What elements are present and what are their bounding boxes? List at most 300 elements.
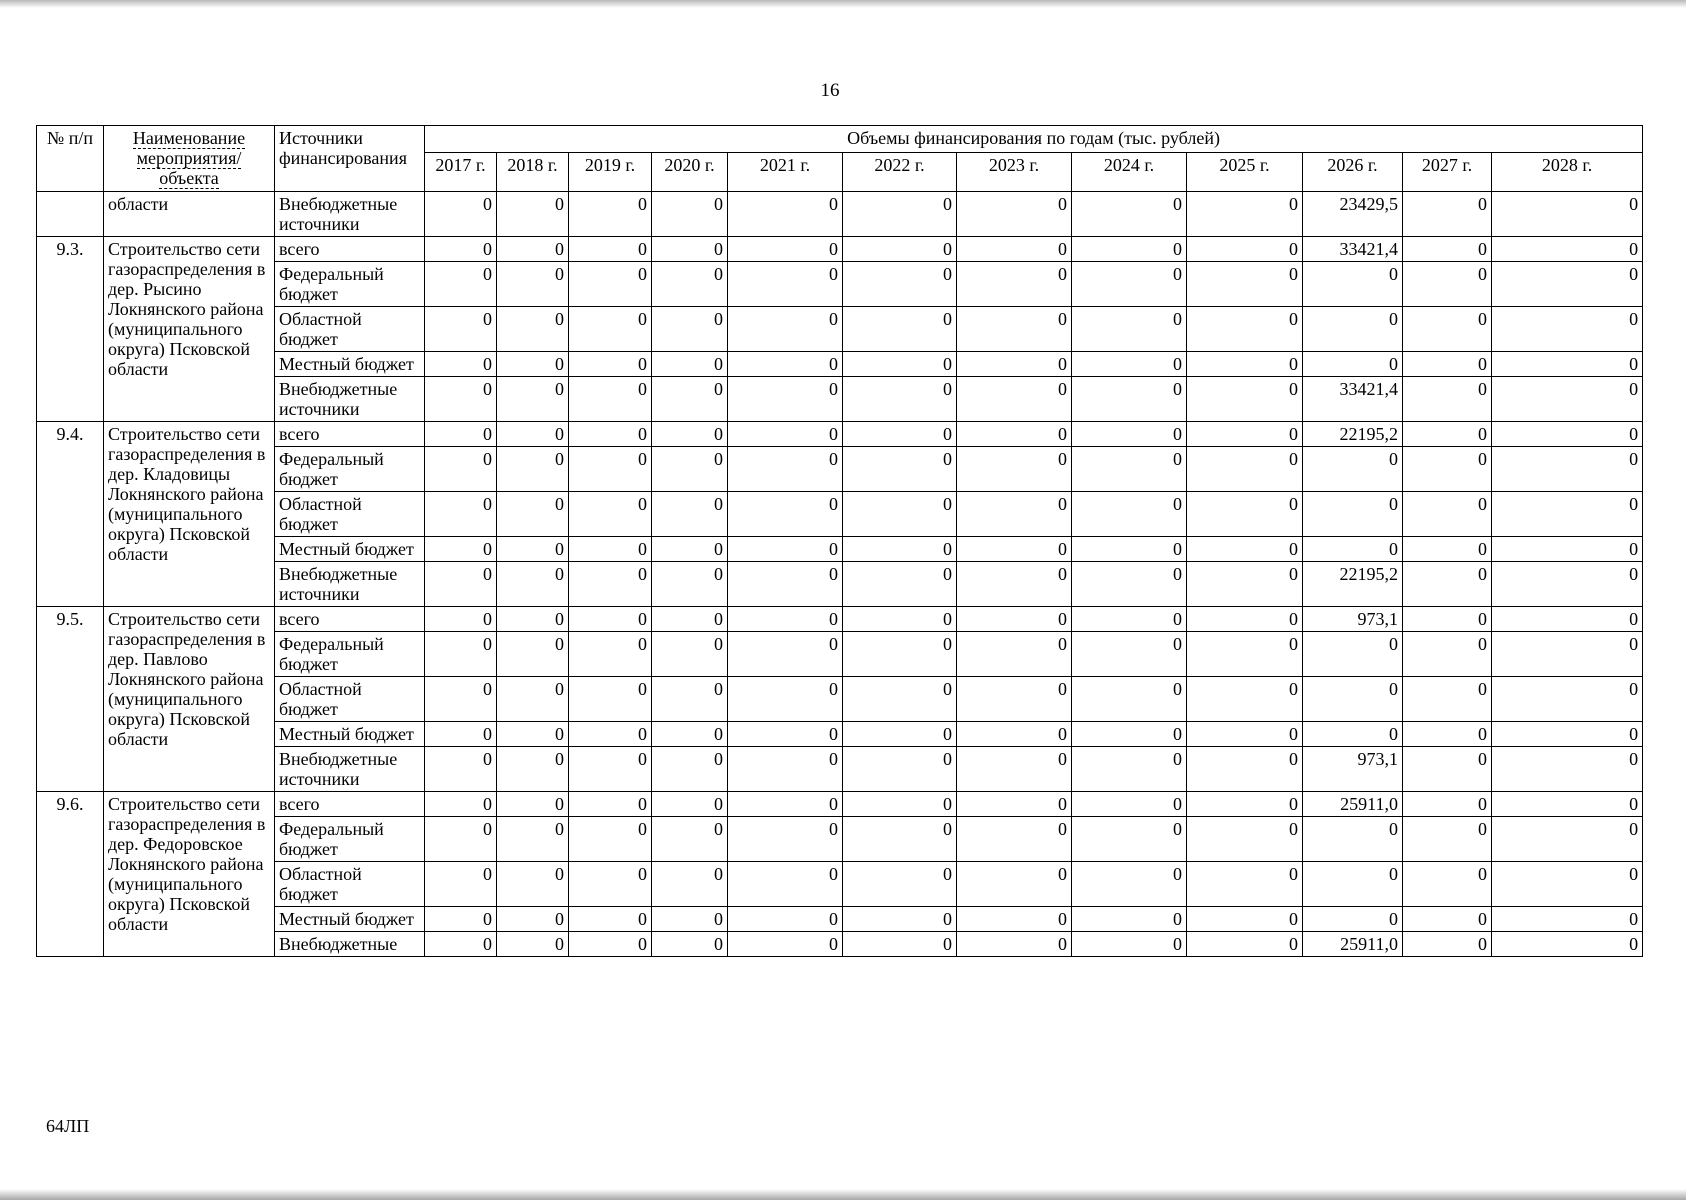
value-cell: 0 (1072, 932, 1187, 957)
value-cell: 0 (652, 932, 728, 957)
table-row (37, 192, 1643, 237)
value-cell: 0 (1072, 537, 1187, 562)
value-cell: 0 (1303, 817, 1403, 862)
value-cell: 0 (1072, 907, 1187, 932)
value-cell: 0 (652, 377, 728, 422)
value-cell: 25911,0 (1303, 792, 1403, 817)
value-cell: 0 (1403, 447, 1492, 492)
value-cell: 0 (1403, 862, 1492, 907)
value-cell: 0 (425, 262, 497, 307)
value-cell: 0 (1403, 607, 1492, 632)
year-header: 2019 г. (569, 153, 652, 192)
value-cell: 0 (728, 422, 843, 447)
value-cell: 0 (652, 907, 728, 932)
value-cell: 0 (843, 377, 957, 422)
value-cell: 0 (957, 562, 1072, 607)
value-cell: 0 (957, 792, 1072, 817)
value-cell: 0 (652, 862, 728, 907)
value-cell: 0 (1403, 262, 1492, 307)
value-cell: 0 (652, 307, 728, 352)
item-number: 9.5. (37, 607, 104, 792)
value-cell: 0 (425, 792, 497, 817)
value-cell: 0 (1187, 932, 1303, 957)
value-cell: 0 (497, 677, 569, 722)
value-cell: 0 (569, 907, 652, 932)
value-cell: 0 (1492, 932, 1643, 957)
value-cell: 0 (843, 537, 957, 562)
value-cell: 0 (1072, 447, 1187, 492)
value-cell: 0 (425, 447, 497, 492)
value-cell: 0 (497, 262, 569, 307)
value-cell: 0 (843, 492, 957, 537)
value-cell: 0 (1187, 377, 1303, 422)
page-number: 16 (820, 80, 840, 101)
table-row (37, 722, 1643, 747)
value-cell: 0 (425, 537, 497, 562)
value-cell: 0 (497, 747, 569, 792)
value-cell: 0 (843, 747, 957, 792)
financing-table (36, 125, 1643, 957)
value-cell: 0 (569, 307, 652, 352)
value-cell: 0 (569, 492, 652, 537)
value-cell: 0 (652, 632, 728, 677)
value-cell: 0 (652, 817, 728, 862)
value-cell: 0 (652, 492, 728, 537)
value-cell: 0 (569, 537, 652, 562)
value-cell: 0 (1072, 632, 1187, 677)
value-cell: 0 (728, 352, 843, 377)
funding-source: Местный бюджет (275, 352, 425, 377)
value-cell: 0 (1492, 262, 1643, 307)
value-cell: 0 (1303, 537, 1403, 562)
header-row-main (37, 126, 1643, 153)
value-cell: 0 (569, 607, 652, 632)
value-cell: 0 (569, 747, 652, 792)
value-cell: 0 (1072, 607, 1187, 632)
value-cell: 0 (497, 932, 569, 957)
value-cell: 0 (843, 307, 957, 352)
value-cell: 0 (1303, 307, 1403, 352)
value-cell: 0 (425, 352, 497, 377)
value-cell: 0 (425, 817, 497, 862)
value-cell: 0 (1303, 862, 1403, 907)
value-cell: 0 (497, 422, 569, 447)
value-cell: 0 (957, 907, 1072, 932)
value-cell: 0 (1072, 422, 1187, 447)
value-cell: 0 (569, 422, 652, 447)
value-cell: 0 (1403, 907, 1492, 932)
value-cell: 0 (1072, 262, 1187, 307)
value-cell: 973,1 (1303, 607, 1403, 632)
value-cell: 0 (425, 492, 497, 537)
scan-edge-bottom (0, 1189, 1686, 1200)
value-cell: 0 (569, 262, 652, 307)
value-cell: 0 (1303, 722, 1403, 747)
table-row (37, 262, 1643, 307)
value-cell: 0 (1187, 492, 1303, 537)
table-row (37, 817, 1643, 862)
table-row (37, 607, 1643, 632)
scan-edge-top (0, 0, 1686, 8)
value-cell: 0 (1492, 817, 1643, 862)
value-cell: 0 (728, 447, 843, 492)
value-cell: 0 (652, 192, 728, 237)
funding-source: всего (275, 237, 425, 262)
table-row (37, 237, 1643, 262)
funding-source: Областной бюджет (275, 307, 425, 352)
value-cell: 0 (728, 747, 843, 792)
value-cell: 0 (1187, 677, 1303, 722)
table-row (37, 492, 1643, 537)
value-cell: 0 (497, 817, 569, 862)
value-cell: 0 (1403, 492, 1492, 537)
value-cell: 0 (425, 747, 497, 792)
table-row (37, 562, 1643, 607)
value-cell: 0 (957, 237, 1072, 262)
year-header: 2025 г. (1187, 153, 1303, 192)
value-cell: 0 (1492, 862, 1643, 907)
value-cell: 0 (1403, 562, 1492, 607)
value-cell: 0 (1492, 377, 1643, 422)
funding-source: Местный бюджет (275, 722, 425, 747)
funding-source: Внебюджетные источники (275, 192, 425, 237)
value-cell: 0 (957, 377, 1072, 422)
value-cell: 0 (843, 422, 957, 447)
value-cell: 0 (497, 607, 569, 632)
value-cell: 0 (1187, 422, 1303, 447)
value-cell: 0 (652, 722, 728, 747)
funding-source: Местный бюджет (275, 537, 425, 562)
value-cell: 0 (425, 722, 497, 747)
value-cell: 0 (1187, 307, 1303, 352)
value-cell: 0 (425, 307, 497, 352)
value-cell: 0 (1492, 677, 1643, 722)
value-cell: 0 (728, 607, 843, 632)
item-name: Строительство сети газораспределения в дер. Рысино Локнянского района (муниципального округа) Псковской области (104, 237, 275, 422)
funding-source: Внебюджетные (275, 932, 425, 957)
value-cell: 0 (1403, 677, 1492, 722)
value-cell: 0 (569, 722, 652, 747)
value-cell: 0 (1403, 237, 1492, 262)
year-header: 2024 г. (1072, 153, 1187, 192)
year-header: 2020 г. (652, 153, 728, 192)
funding-source: всего (275, 607, 425, 632)
funding-source: Федеральный бюджет (275, 632, 425, 677)
item-number: 9.4. (37, 422, 104, 607)
value-cell: 0 (652, 422, 728, 447)
funding-source: Внебюджетные источники (275, 747, 425, 792)
funding-source: Внебюджетные источники (275, 377, 425, 422)
value-cell: 0 (1492, 537, 1643, 562)
value-cell: 0 (1403, 932, 1492, 957)
value-cell: 0 (1187, 537, 1303, 562)
value-cell: 0 (728, 192, 843, 237)
value-cell: 0 (569, 447, 652, 492)
value-cell: 0 (728, 377, 843, 422)
value-cell: 0 (652, 677, 728, 722)
value-cell: 0 (843, 607, 957, 632)
year-header: 2021 г. (728, 153, 843, 192)
value-cell: 0 (843, 352, 957, 377)
table-row (37, 632, 1643, 677)
year-header: 2017 г. (425, 153, 497, 192)
value-cell: 0 (1492, 562, 1643, 607)
value-cell: 0 (843, 862, 957, 907)
value-cell: 0 (1492, 722, 1643, 747)
value-cell: 0 (569, 862, 652, 907)
item-name: Строительство сети газораспределения в дер. Федоровское Локнянского района (муниципального округа) Псковской области (104, 792, 275, 957)
item-number: 9.6. (37, 792, 104, 957)
table-row (37, 447, 1643, 492)
value-cell: 0 (425, 907, 497, 932)
value-cell: 0 (497, 192, 569, 237)
table-row (37, 307, 1643, 352)
value-cell: 0 (1187, 352, 1303, 377)
value-cell: 0 (1403, 377, 1492, 422)
value-cell: 0 (1492, 447, 1643, 492)
value-cell: 0 (569, 562, 652, 607)
value-cell: 0 (652, 562, 728, 607)
year-header: 2026 г. (1303, 153, 1403, 192)
funding-source: всего (275, 792, 425, 817)
value-cell: 0 (843, 237, 957, 262)
value-cell: 0 (728, 817, 843, 862)
value-cell: 0 (652, 447, 728, 492)
value-cell: 0 (652, 352, 728, 377)
value-cell: 0 (1492, 422, 1643, 447)
value-cell: 0 (728, 632, 843, 677)
value-cell: 0 (957, 537, 1072, 562)
value-cell: 0 (1403, 422, 1492, 447)
table-row (37, 747, 1643, 792)
value-cell: 0 (1303, 447, 1403, 492)
item-name: Строительство сети газораспределения в дер. Кладовицы Локнянского района (муниципального округа) Псковской области (104, 422, 275, 607)
table-row (37, 377, 1643, 422)
value-cell: 0 (843, 907, 957, 932)
value-cell: 0 (728, 722, 843, 747)
value-cell: 0 (497, 722, 569, 747)
value-cell: 0 (652, 607, 728, 632)
year-header: 2027 г. (1403, 153, 1492, 192)
value-cell: 0 (728, 932, 843, 957)
value-cell: 0 (425, 562, 497, 607)
value-cell: 0 (957, 932, 1072, 957)
item-number: 9.3. (37, 237, 104, 422)
value-cell: 973,1 (1303, 747, 1403, 792)
value-cell: 0 (1492, 632, 1643, 677)
value-cell: 0 (652, 237, 728, 262)
value-cell: 0 (497, 562, 569, 607)
value-cell: 0 (1303, 677, 1403, 722)
value-cell: 0 (569, 632, 652, 677)
value-cell: 0 (1187, 747, 1303, 792)
funding-source: Федеральный бюджет (275, 817, 425, 862)
table-row (37, 537, 1643, 562)
value-cell: 0 (1072, 492, 1187, 537)
value-cell: 0 (957, 677, 1072, 722)
table-row (37, 907, 1643, 932)
value-cell: 25911,0 (1303, 932, 1403, 957)
value-cell: 23429,5 (1303, 192, 1403, 237)
value-cell: 0 (1403, 747, 1492, 792)
value-cell: 0 (569, 192, 652, 237)
value-cell: 0 (1072, 377, 1187, 422)
document-code: 64ЛП (46, 1116, 90, 1136)
value-cell: 0 (843, 722, 957, 747)
value-cell: 0 (728, 907, 843, 932)
value-cell: 33421,4 (1303, 377, 1403, 422)
value-cell: 0 (1492, 352, 1643, 377)
value-cell: 0 (728, 562, 843, 607)
value-cell: 0 (1187, 262, 1303, 307)
value-cell: 0 (1187, 817, 1303, 862)
header-no: № п/п (37, 126, 104, 192)
value-cell: 0 (843, 817, 957, 862)
value-cell: 0 (957, 352, 1072, 377)
value-cell: 0 (569, 792, 652, 817)
value-cell: 0 (843, 262, 957, 307)
value-cell: 0 (1072, 562, 1187, 607)
value-cell: 0 (957, 262, 1072, 307)
value-cell: 0 (652, 262, 728, 307)
value-cell: 0 (425, 632, 497, 677)
value-cell: 0 (1403, 307, 1492, 352)
value-cell: 0 (957, 722, 1072, 747)
value-cell: 0 (1403, 792, 1492, 817)
value-cell: 0 (569, 677, 652, 722)
table-row (37, 422, 1643, 447)
value-cell: 0 (569, 237, 652, 262)
value-cell: 0 (1403, 192, 1492, 237)
funding-source: Областной бюджет (275, 862, 425, 907)
value-cell: 0 (843, 562, 957, 607)
value-cell: 0 (652, 747, 728, 792)
value-cell: 0 (1303, 907, 1403, 932)
value-cell: 0 (843, 677, 957, 722)
value-cell: 0 (652, 537, 728, 562)
value-cell: 0 (425, 377, 497, 422)
value-cell: 0 (1072, 817, 1187, 862)
value-cell: 0 (957, 607, 1072, 632)
value-cell: 33421,4 (1303, 237, 1403, 262)
value-cell: 0 (425, 677, 497, 722)
value-cell: 0 (569, 932, 652, 957)
value-cell: 0 (1492, 747, 1643, 792)
value-cell: 0 (1072, 747, 1187, 792)
value-cell: 0 (1072, 862, 1187, 907)
table-row (37, 677, 1643, 722)
value-cell: 0 (1187, 192, 1303, 237)
value-cell: 22195,2 (1303, 422, 1403, 447)
value-cell: 0 (1403, 817, 1492, 862)
value-cell: 0 (569, 817, 652, 862)
funding-source: Областной бюджет (275, 677, 425, 722)
table-body (37, 192, 1643, 957)
table-row (37, 862, 1643, 907)
value-cell: 0 (728, 262, 843, 307)
value-cell: 0 (1492, 307, 1643, 352)
value-cell: 0 (1403, 352, 1492, 377)
value-cell: 0 (1072, 677, 1187, 722)
header-name: Наименование мероприятия/ объекта (104, 126, 275, 192)
funding-source: Местный бюджет (275, 907, 425, 932)
header-source: Источники финансирования (275, 126, 425, 192)
value-cell: 0 (497, 307, 569, 352)
value-cell: 0 (728, 792, 843, 817)
value-cell: 0 (1187, 907, 1303, 932)
value-cell: 0 (728, 537, 843, 562)
value-cell: 0 (425, 192, 497, 237)
value-cell: 0 (843, 932, 957, 957)
value-cell: 0 (1072, 192, 1187, 237)
value-cell: 0 (1403, 537, 1492, 562)
value-cell: 0 (957, 447, 1072, 492)
value-cell: 0 (957, 862, 1072, 907)
funding-source: всего (275, 422, 425, 447)
value-cell: 0 (1303, 352, 1403, 377)
year-header: 2022 г. (843, 153, 957, 192)
value-cell: 0 (497, 632, 569, 677)
value-cell: 0 (1492, 492, 1643, 537)
table-row (37, 792, 1643, 817)
funding-source: Внебюджетные источники (275, 562, 425, 607)
item-name: области (104, 192, 275, 237)
value-cell: 0 (728, 862, 843, 907)
value-cell: 0 (1187, 632, 1303, 677)
value-cell: 0 (1187, 562, 1303, 607)
value-cell: 0 (497, 492, 569, 537)
value-cell: 0 (497, 447, 569, 492)
value-cell: 0 (1072, 307, 1187, 352)
value-cell: 0 (1492, 192, 1643, 237)
value-cell: 0 (652, 792, 728, 817)
value-cell: 0 (1492, 907, 1643, 932)
value-cell: 0 (843, 192, 957, 237)
header-volumes: Объемы финансирования по годам (тыс. рублей) (425, 126, 1643, 153)
year-header: 2028 г. (1492, 153, 1643, 192)
value-cell: 0 (957, 422, 1072, 447)
value-cell: 0 (497, 792, 569, 817)
value-cell: 0 (843, 632, 957, 677)
table-row (37, 932, 1643, 957)
value-cell: 0 (843, 792, 957, 817)
value-cell: 22195,2 (1303, 562, 1403, 607)
value-cell: 0 (1303, 492, 1403, 537)
value-cell: 0 (1403, 722, 1492, 747)
value-cell: 0 (728, 492, 843, 537)
value-cell: 0 (425, 237, 497, 262)
value-cell: 0 (497, 377, 569, 422)
value-cell: 0 (957, 492, 1072, 537)
value-cell: 0 (1187, 237, 1303, 262)
value-cell: 0 (425, 607, 497, 632)
value-cell: 0 (1187, 862, 1303, 907)
value-cell: 0 (1072, 792, 1187, 817)
value-cell: 0 (1492, 607, 1643, 632)
value-cell: 0 (497, 237, 569, 262)
value-cell: 0 (497, 537, 569, 562)
value-cell: 0 (497, 352, 569, 377)
value-cell: 0 (425, 862, 497, 907)
funding-source: Областной бюджет (275, 492, 425, 537)
value-cell: 0 (843, 447, 957, 492)
value-cell: 0 (957, 307, 1072, 352)
value-cell: 0 (1403, 632, 1492, 677)
value-cell: 0 (1072, 237, 1187, 262)
value-cell: 0 (1303, 262, 1403, 307)
value-cell: 0 (728, 677, 843, 722)
value-cell: 0 (1187, 447, 1303, 492)
